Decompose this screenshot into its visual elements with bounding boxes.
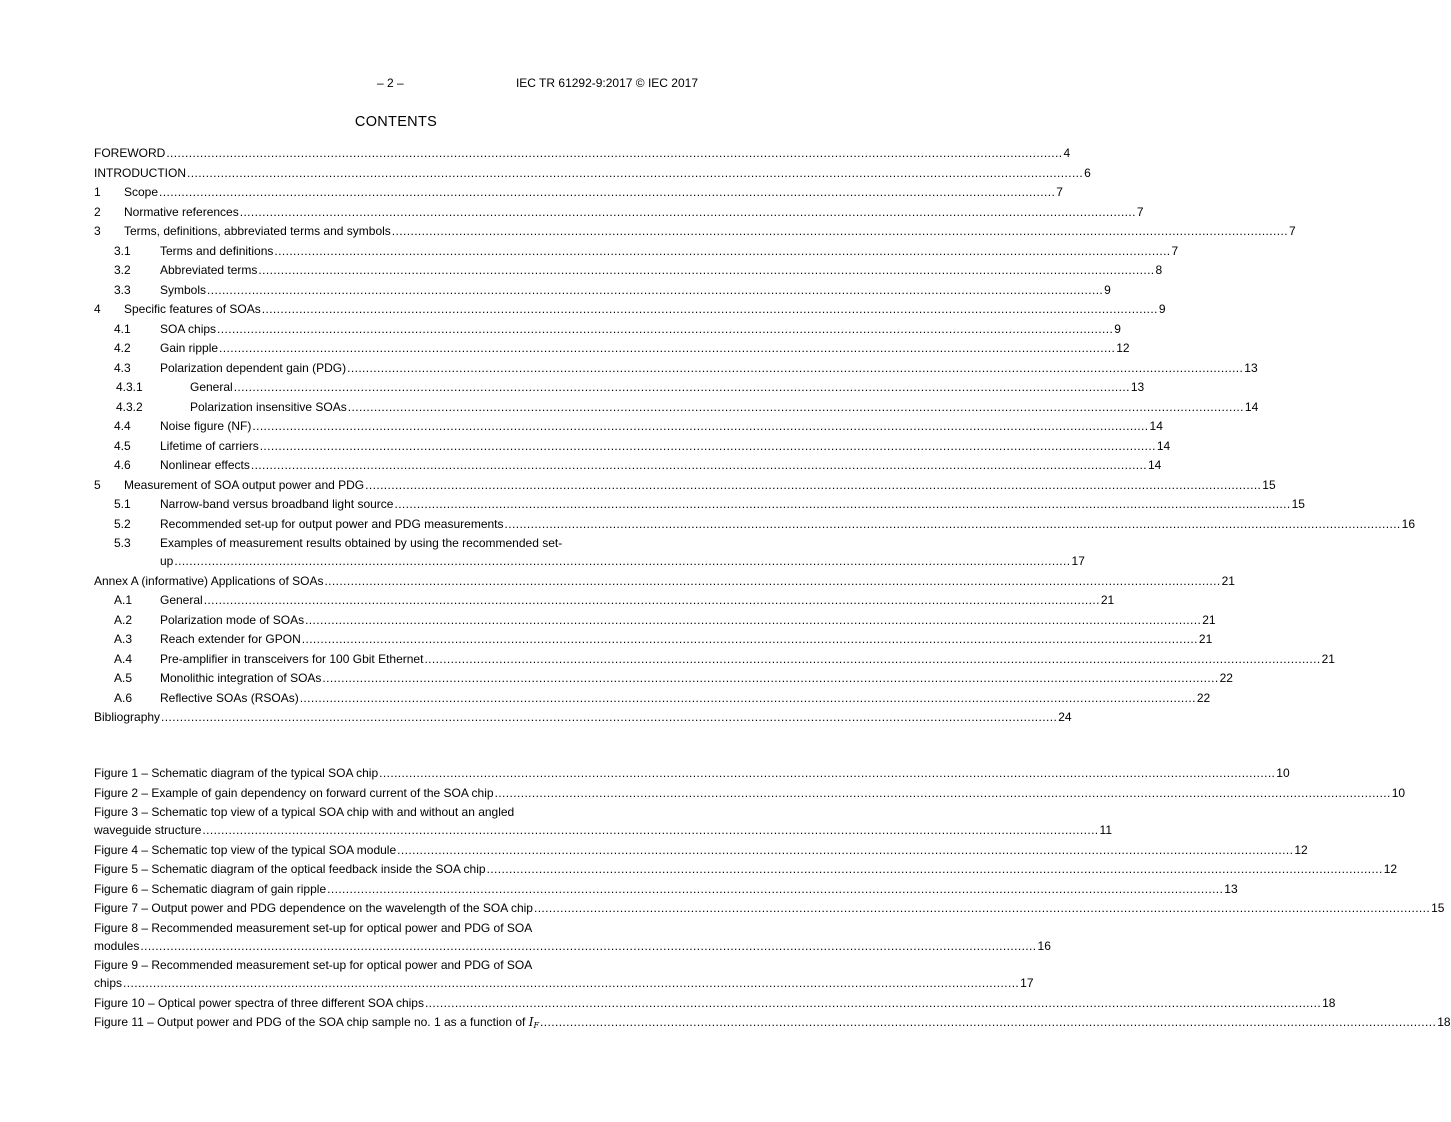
figure-entry[interactable] <box>94 900 1445 920</box>
toc-entry[interactable] <box>94 379 1145 399</box>
entry-page-number: 21 <box>1100 593 1115 607</box>
entry-page-number: 15 <box>1431 901 1445 915</box>
toc-entry[interactable] <box>94 301 1166 321</box>
dot-leader: ................................................................................................................................................................................................................................................ <box>239 204 1136 219</box>
entry-line <box>124 204 1144 220</box>
entry-line <box>160 553 1085 569</box>
entry-title: Figure 2 – Example of gain dependency on forward current of the SOA chip <box>94 785 494 800</box>
entry-number: 5.1 <box>114 497 131 511</box>
toc-entry[interactable] <box>94 592 1115 612</box>
dot-leader: ................................................................................................................................................................................................................................................ <box>327 881 1224 896</box>
entry-line <box>160 438 1171 454</box>
entry-title: Pre-amplifier in transceivers for 100 Gbit Ethernet <box>160 651 424 666</box>
entry-line <box>160 612 1216 628</box>
entry-title: Noise figure (NF) <box>160 419 252 433</box>
dot-leader: ................................................................................................................................................................................................................................................ <box>365 477 1262 492</box>
entry-line <box>160 360 1258 376</box>
entry-title: Recommended set-up for output power and PDG measurements <box>160 516 504 531</box>
entry-page-number: 4 <box>1063 146 1071 160</box>
entry-page-number: 21 <box>1198 632 1213 646</box>
dot-leader: ................................................................................................................................................................................................................................................ <box>347 360 1244 375</box>
entry-number: 4.4 <box>114 419 131 433</box>
dot-leader: ................................................................................................................................................................................................................................................ <box>250 458 1147 472</box>
entry-page-number: 14 <box>1244 399 1259 414</box>
entry-number: 5.2 <box>114 516 131 531</box>
table-of-contents <box>94 145 1416 729</box>
toc-entry[interactable] <box>94 223 1296 243</box>
entry-number: 3.3 <box>114 282 131 297</box>
entry-number: 5 <box>94 477 101 492</box>
entry-title: Terms and definitions <box>160 243 274 258</box>
entry-title: waveguide structure <box>94 823 202 837</box>
entry-page-number: 21 <box>1221 573 1235 588</box>
entry-page-number: 17 <box>1071 554 1085 568</box>
entry-line <box>94 881 1238 897</box>
entry-page-number: 7 <box>1288 224 1296 238</box>
dot-leader: ................................................................................................................................................................................................................................................ <box>166 146 1063 160</box>
dot-leader: ................................................................................................................................................................................................................................................ <box>161 710 1058 724</box>
entry-title: Nonlinear effects <box>160 458 250 472</box>
document-id: IEC TR 61292-9:2017 © IEC 2017 <box>515 76 698 90</box>
dot-leader: ................................................................................................................................................................................................................................................ <box>424 651 1321 666</box>
toc-entry[interactable] <box>94 360 1258 380</box>
toc-entry[interactable] <box>94 496 1305 516</box>
entry-page-number: 18 <box>1437 1015 1451 1029</box>
dot-leader: ................................................................................................................................................................................................................................................ <box>391 224 1288 238</box>
entry-number: A.1 <box>114 593 133 607</box>
entry-line <box>124 477 1276 493</box>
entry-title: Figure 10 – Optical power spectra of three different SOA chips <box>94 995 424 1010</box>
entry-title-line1: Figure 3 – Schematic top view of a typical SOA chip with and without an angled <box>94 805 515 819</box>
entry-title: Normative references <box>124 204 239 219</box>
entry-number: 3.2 <box>114 263 131 277</box>
entry-line <box>160 282 1111 298</box>
figure-entry[interactable] <box>94 1014 1451 1034</box>
entry-number: 4.3.1 <box>116 380 143 394</box>
entry-page-number: 7 <box>1136 204 1144 219</box>
entry-title: Figure 1 – Schematic diagram of the typical SOA chip <box>94 766 379 780</box>
entry-line <box>160 670 1233 686</box>
entry-title: up <box>160 554 174 568</box>
toc-entry[interactable] <box>94 457 1162 477</box>
entry-line <box>94 975 1034 991</box>
entry-line <box>94 900 1445 916</box>
entry-title: Terms, definitions, abbreviated terms and symbols <box>124 224 391 238</box>
entry-line <box>160 651 1335 667</box>
page-header <box>94 76 698 92</box>
toc-entry[interactable] <box>94 631 1213 651</box>
entry-title-line1: Examples of measurement results obtained by using the recommended set- <box>160 536 563 550</box>
dot-leader: ................................................................................................................................................................................................................................................ <box>324 573 1221 588</box>
dot-leader: ................................................................................................................................................................................................................................................ <box>299 690 1196 705</box>
dot-leader: ................................................................................................................................................................................................................................................ <box>394 497 1291 511</box>
entry-title: Annex A (informative) Applications of SOAs <box>94 573 324 588</box>
entry-number: 4.5 <box>114 438 131 453</box>
entry-title: Gain ripple <box>160 341 219 355</box>
dot-leader: ................................................................................................................................................................................................................................................ <box>301 632 1198 646</box>
entry-page-number: 13 <box>1224 881 1238 896</box>
entry-page-number: 22 <box>1219 671 1233 685</box>
entry-page-number: 17 <box>1020 976 1034 990</box>
entry-title: Reflective SOAs (RSOAs) <box>160 690 299 705</box>
entry-number: A.6 <box>114 690 133 705</box>
entry-page-number: 13 <box>1130 380 1145 394</box>
dot-leader: ................................................................................................................................................................................................................................................ <box>259 438 1156 453</box>
dot-leader: ................................................................................................................................................................................................................................................ <box>187 165 1084 180</box>
entry-number: 4 <box>94 302 101 316</box>
entry-line <box>94 995 1336 1011</box>
entry-title: Polarization dependent gain (PDG) <box>160 360 347 375</box>
toc-entry[interactable] <box>94 477 1276 497</box>
entry-page-number: 12 <box>1116 341 1130 355</box>
entry-page-number: 12 <box>1383 862 1398 876</box>
entry-title: chips <box>94 976 123 990</box>
entry-title: modules <box>94 938 140 953</box>
entry-line <box>124 301 1166 317</box>
toc-entry[interactable] <box>94 438 1171 458</box>
figure-entry[interactable] <box>94 842 1308 862</box>
entry-title: General <box>190 380 233 394</box>
entry-line <box>160 321 1121 337</box>
entry-title: Reach extender for GPON <box>160 632 301 646</box>
entry-line <box>94 165 1091 181</box>
entry-title-line1: Figure 8 – Recommended measurement set-up for optical power and PDG of SOA <box>94 920 533 935</box>
entry-page-number: 13 <box>1244 360 1258 375</box>
entry-page-number: 15 <box>1262 477 1276 492</box>
toc-entry[interactable] <box>94 145 1071 165</box>
entry-title: General <box>160 593 203 607</box>
entry-page-number: 11 <box>1099 823 1113 837</box>
entry-page-number: 24 <box>1058 710 1072 724</box>
entry-page-number: 8 <box>1155 263 1163 277</box>
math-subscript: F <box>533 1021 540 1030</box>
entry-page-number: 10 <box>1391 785 1406 800</box>
figure-entry[interactable] <box>94 861 1398 881</box>
entry-title-line1: Figure 9 – Recommended measurement set-up for optical power and PDG of SOA <box>94 958 533 972</box>
entry-page-number: 16 <box>1401 516 1416 531</box>
entry-number: 4.3.2 <box>116 399 143 414</box>
toc-entry[interactable] <box>94 690 1211 710</box>
entry-title: Polarization mode of SOAs <box>160 612 305 627</box>
entry-page-number: 21 <box>1321 651 1335 666</box>
toc-entry[interactable] <box>94 418 1163 438</box>
dot-leader: ................................................................................................................................................................................................................................................ <box>261 302 1158 316</box>
dot-leader: ................................................................................................................................................................................................................................................ <box>202 823 1099 837</box>
toc-entry[interactable] <box>94 709 1072 729</box>
toc-entry[interactable] <box>94 399 1259 419</box>
entry-title: Figure 7 – Output power and PDG dependence on the wavelength of the SOA chip <box>94 901 533 915</box>
entry-line <box>160 340 1130 356</box>
entry-title: SOA chips <box>160 321 217 336</box>
dot-leader: ................................................................................................................................................................................................................................................ <box>504 516 1401 531</box>
entry-title: Polarization insensitive SOAs <box>190 399 347 414</box>
entry-line <box>160 631 1213 647</box>
toc-entry[interactable] <box>94 184 1063 204</box>
entry-line <box>160 516 1416 532</box>
entry-line <box>94 842 1308 858</box>
entry-line <box>94 765 1290 781</box>
toc-entry[interactable] <box>94 670 1233 690</box>
figure-entry[interactable] <box>94 881 1238 901</box>
toc-entry[interactable] <box>94 204 1144 224</box>
entry-title: Symbols <box>160 282 207 297</box>
entry-number: 3.1 <box>114 243 131 258</box>
dot-leader: ................................................................................................................................................................................................................................................ <box>533 901 1431 915</box>
entry-title: FOREWORD <box>94 146 166 160</box>
entry-line <box>124 184 1063 200</box>
figure-entry[interactable] <box>94 804 1113 842</box>
dot-leader: ................................................................................................................................................................................................................................................ <box>540 1015 1437 1029</box>
toc-entry[interactable] <box>94 573 1235 593</box>
entry-title: Specific features of SOAs <box>124 302 261 316</box>
entry-page-number: 18 <box>1322 995 1336 1010</box>
entry-line <box>160 262 1163 278</box>
entry-number: A.4 <box>114 651 133 666</box>
entry-title: Figure 6 – Schematic diagram of gain ripple <box>94 881 327 896</box>
figure-entry[interactable] <box>94 957 1034 995</box>
dot-leader: ................................................................................................................................................................................................................................................ <box>217 321 1114 336</box>
entry-number: 1 <box>94 185 101 199</box>
entry-title: Bibliography <box>94 710 161 724</box>
dot-leader: ................................................................................................................................................................................................................................................ <box>123 976 1020 990</box>
entry-page-number: 16 <box>1037 938 1051 953</box>
entry-line <box>160 496 1305 512</box>
dot-leader: ................................................................................................................................................................................................................................................ <box>424 995 1322 1010</box>
dot-leader: ................................................................................................................................................................................................................................................ <box>274 243 1171 258</box>
entry-page-number: 22 <box>1196 690 1211 705</box>
toc-entry[interactable] <box>94 262 1163 282</box>
entry-page-number: 9 <box>1158 302 1166 316</box>
entry-line <box>94 861 1398 877</box>
toc-entry[interactable] <box>94 282 1111 302</box>
toc-entry[interactable] <box>94 340 1130 360</box>
entry-title: Figure 4 – Schematic top view of the typical SOA module <box>94 842 397 857</box>
list-of-figures <box>94 765 1451 1034</box>
dot-leader: ................................................................................................................................................................................................................................................ <box>140 938 1037 953</box>
entry-number: A.5 <box>114 671 133 685</box>
entry-line <box>94 785 1406 801</box>
dot-leader: ................................................................................................................................................................................................................................................ <box>252 419 1149 433</box>
toc-entry[interactable] <box>94 243 1179 263</box>
entry-page-number: 21 <box>1202 612 1216 627</box>
toc-entry[interactable] <box>94 321 1121 341</box>
figure-entry[interactable] <box>94 765 1290 785</box>
entry-line <box>160 690 1211 706</box>
dot-leader: ................................................................................................................................................................................................................................................ <box>219 341 1116 355</box>
dot-leader: ................................................................................................................................................................................................................................................ <box>379 766 1276 780</box>
entry-title: Narrow-band versus broadband light source <box>160 497 394 511</box>
entry-title: Scope <box>124 185 159 199</box>
entry-number: 4.6 <box>114 458 131 472</box>
entry-title: Measurement of SOA output power and PDG <box>124 477 365 492</box>
entry-line <box>160 592 1115 608</box>
toc-entry[interactable] <box>94 516 1416 536</box>
entry-line <box>94 822 1113 838</box>
entry-line <box>124 223 1296 239</box>
entry-line <box>94 938 1051 954</box>
dot-leader: ................................................................................................................................................................................................................................................ <box>203 593 1100 607</box>
entry-page-number: 7 <box>1056 185 1063 199</box>
contents-title: CONTENTS <box>354 114 438 130</box>
entry-number: 4.2 <box>114 341 131 355</box>
entry-page-number: 10 <box>1276 766 1290 780</box>
toc-entry[interactable] <box>94 612 1216 632</box>
entry-page-number: 9 <box>1114 321 1121 336</box>
dot-leader: ................................................................................................................................................................................................................................................ <box>486 862 1383 876</box>
entry-page-number: 9 <box>1104 282 1111 297</box>
dot-leader: ................................................................................................................................................................................................................................................ <box>494 785 1391 800</box>
dot-leader: ................................................................................................................................................................................................................................................ <box>258 263 1155 277</box>
entry-line <box>160 243 1179 259</box>
toc-entry[interactable] <box>94 535 1085 573</box>
entry-page-number: 15 <box>1291 497 1305 511</box>
entry-number: 5.3 <box>114 536 131 550</box>
entry-line <box>94 145 1071 161</box>
dot-leader: ................................................................................................................................................................................................................................................ <box>347 399 1244 414</box>
entry-title: INTRODUCTION <box>94 165 186 180</box>
entry-page-number: 14 <box>1156 438 1171 453</box>
dot-leader: ................................................................................................................................................................................................................................................ <box>322 671 1219 685</box>
entry-title: Monolithic integration of SOAs <box>160 671 322 685</box>
entry-page-number: 6 <box>1084 165 1091 180</box>
entry-line <box>190 399 1259 415</box>
entry-page-number: 14 <box>1148 458 1162 472</box>
entry-line <box>190 379 1145 395</box>
dot-leader: ................................................................................................................................................................................................................................................ <box>397 842 1294 857</box>
figure-entry[interactable] <box>94 995 1336 1015</box>
entry-line <box>94 573 1235 589</box>
entry-number: 4.3 <box>114 360 131 375</box>
toc-entry[interactable] <box>94 651 1335 671</box>
entry-page-number: 14 <box>1149 419 1163 433</box>
entry-number: A.2 <box>114 612 133 627</box>
entry-number: 4.1 <box>114 321 131 336</box>
entry-number: 2 <box>94 204 101 219</box>
entry-title: Figure 11 – Output power and PDG of the SOA chip sample no. 1 as a function of $I_F$ <box>94 1015 540 1030</box>
entry-page-number: 12 <box>1294 842 1308 857</box>
entry-line <box>94 709 1072 725</box>
entry-line <box>94 1014 1451 1034</box>
entry-title: Figure 5 – Schematic diagram of the optical feedback inside the SOA chip <box>94 862 486 876</box>
math-symbol: $I_F$ <box>528 1015 540 1030</box>
page-number: – 2 – <box>377 76 404 90</box>
entry-line <box>160 418 1163 434</box>
entry-title: Lifetime of carriers <box>160 438 259 453</box>
dot-leader: ................................................................................................................................................................................................................................................ <box>305 612 1202 627</box>
dot-leader: ................................................................................................................................................................................................................................................ <box>174 554 1071 568</box>
toc-entry[interactable] <box>94 165 1091 185</box>
entry-number: 3 <box>94 224 101 238</box>
figure-entry[interactable] <box>94 920 1051 958</box>
dot-leader: ................................................................................................................................................................................................................................................ <box>159 185 1056 199</box>
figure-entry[interactable] <box>94 785 1406 805</box>
entry-page-number: 7 <box>1171 243 1179 258</box>
dot-leader: ................................................................................................................................................................................................................................................ <box>207 282 1104 297</box>
entry-title: Abbreviated terms <box>160 263 258 277</box>
entry-number: A.3 <box>114 632 133 646</box>
dot-leader: ................................................................................................................................................................................................................................................ <box>233 380 1130 394</box>
entry-line <box>160 457 1162 473</box>
